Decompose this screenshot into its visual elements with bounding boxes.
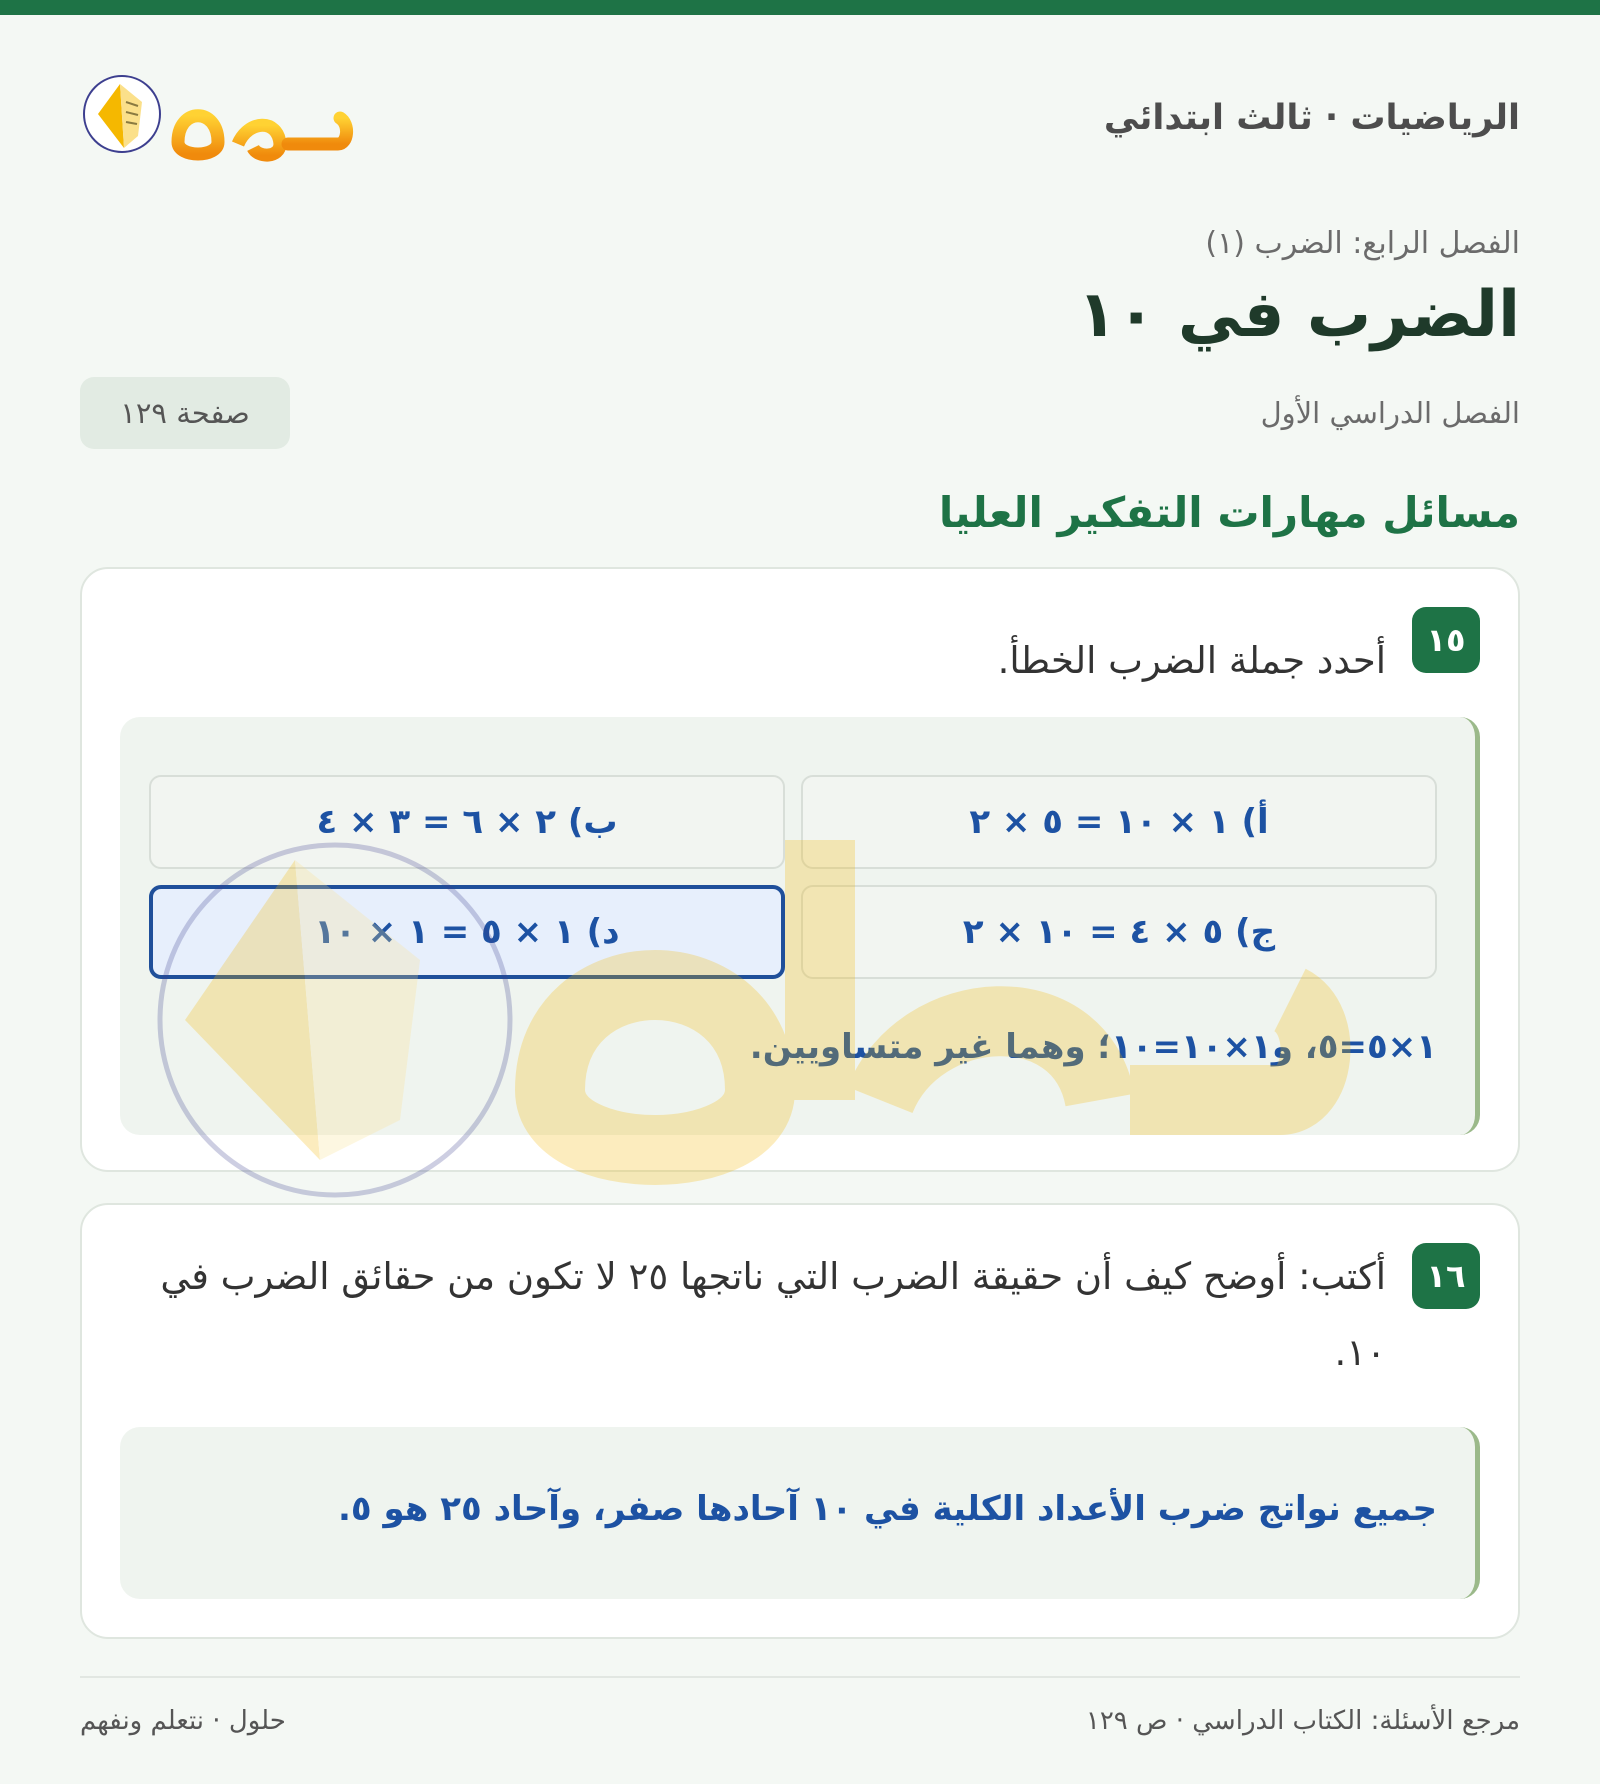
lesson-title: الضرب في ١٠ — [1077, 278, 1520, 352]
answer-explanation: ١×٥=٥، و١×١٠=١٠؛ وهما غير متساويين. — [749, 1027, 1437, 1067]
answer-box — [120, 717, 1480, 1135]
footer-reference: مرجع الأسئلة: الكتاب الدراسي · ص ١٢٩ — [1085, 1706, 1520, 1736]
chapter-label: الفصل الرابع: الضرب (١) — [1205, 226, 1520, 261]
option-d-selected[interactable]: د) ١ × ٥ = ١ × ١٠ — [149, 885, 785, 979]
semester-label: الفصل الدراسي الأول — [1260, 396, 1520, 430]
top-accent-bar — [0, 0, 1600, 15]
section-title: مسائل مهارات التفكير العليا — [938, 488, 1520, 537]
footer-divider — [80, 1676, 1520, 1678]
question-number-badge: ١٦ — [1412, 1243, 1480, 1309]
answer-box — [120, 1427, 1480, 1599]
question-number-badge: ١٥ — [1412, 607, 1480, 673]
footer-brand: حلول · نتعلم ونفهم — [80, 1706, 286, 1736]
option-a[interactable]: أ) ١ × ١٠ = ٥ × ٢ — [801, 775, 1437, 869]
hulul-logo[interactable] — [78, 62, 358, 178]
hulul-logo-mark — [78, 62, 358, 178]
page-number-badge: صفحة ١٢٩ — [80, 377, 290, 449]
question-text: أحدد جملة الضرب الخطأ. — [997, 639, 1386, 682]
option-c[interactable]: ج) ٥ × ٤ = ١٠ × ٢ — [801, 885, 1437, 979]
question-card-16 — [80, 1203, 1520, 1639]
option-b[interactable]: ب) ٢ × ٦ = ٣ × ٤ — [149, 775, 785, 869]
question-text: أكتب: أوضح كيف أن حقيقة الضرب التي ناتجها ٢٥ لا تكون من حقائق الضرب في ١٠. — [160, 1255, 1386, 1374]
subject-grade-label: الرياضيات · ثالث ابتدائي — [1103, 98, 1520, 138]
answer-text: جميع نواتج ضرب الأعداد الكلية في ١٠ آحادها صفر، وآحاد ٢٥ هو ٥. — [337, 1489, 1437, 1529]
question-card-15 — [80, 567, 1520, 1172]
